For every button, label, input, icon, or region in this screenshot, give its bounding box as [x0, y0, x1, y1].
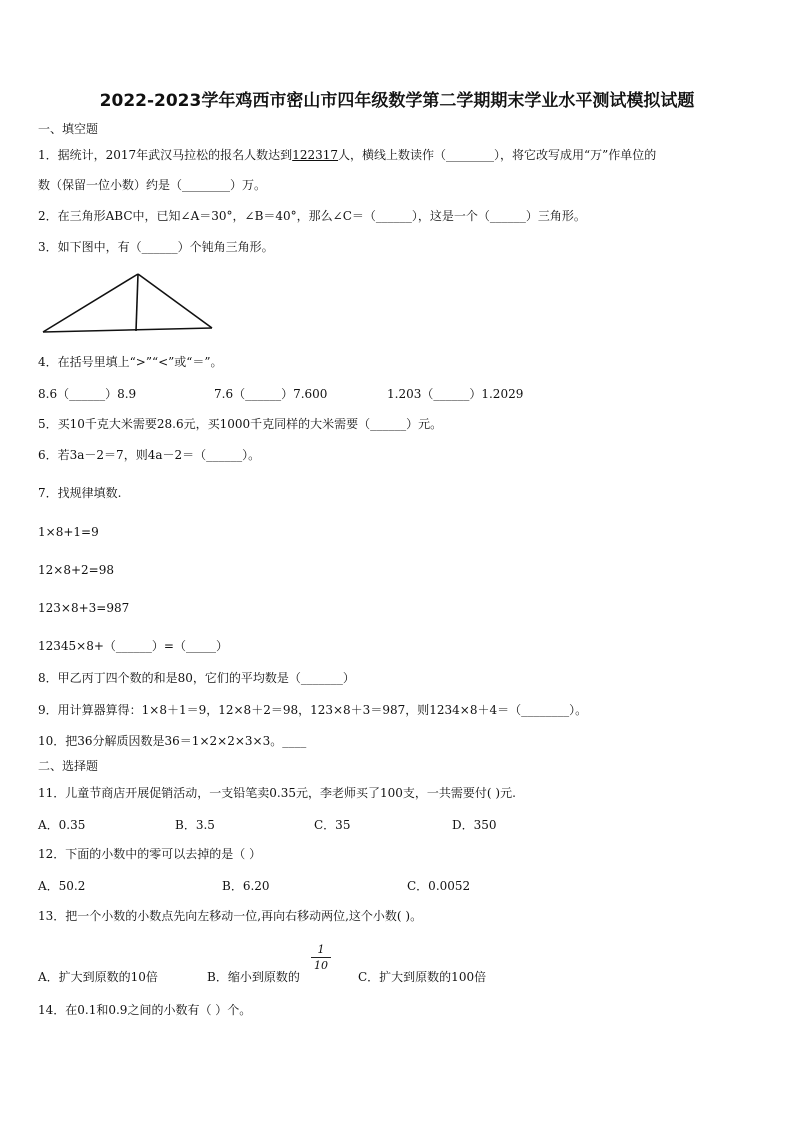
question-1-number: 122317: [292, 148, 338, 162]
fraction-numerator: 1: [317, 943, 325, 956]
question-6: 6．若3a－2＝7，则4a－2＝（______）。: [38, 448, 261, 462]
fraction-bar: [311, 957, 331, 958]
question-12: 12．下面的小数中的零可以去掉的是（ ）: [38, 847, 262, 861]
triangle-figure: [40, 270, 215, 336]
question-4-item-1: 8.6（______）8.9: [38, 387, 137, 401]
question-7-pattern-2: 12×8+2=98: [38, 563, 114, 577]
question-12-option-a: A．50.2: [38, 879, 86, 893]
question-4: 4．在括号里填上“>”“<”或“＝”。: [38, 355, 223, 369]
question-3: 3．如下图中，有（______）个钝角三角形。: [38, 240, 274, 254]
triangle-left-side: [43, 274, 138, 332]
question-13: 13．把一个小数的小数点先向左移动一位,再向右移动两位,这个小数( )。: [38, 909, 423, 923]
triangle-base: [43, 328, 212, 332]
question-1-line-1: [38, 147, 768, 163]
question-11: 11．儿童节商店开展促销活动，一支铅笔卖0.35元，李老师买了100支，一共需要付( )元.: [38, 786, 516, 800]
fraction-denominator: 10: [314, 959, 328, 972]
question-11-option-b: B．3.5: [175, 818, 215, 832]
section-heading-fill-blank: 一、填空题: [38, 122, 99, 136]
question-14: 14．在0.1和0.9之间的小数有（ ）个。: [38, 1003, 252, 1017]
question-1-line-2: 数（保留一位小数）约是（________）万。: [38, 178, 267, 192]
section-heading-multiple-choice: 二、选择题: [38, 759, 99, 773]
question-13-option-c: C．扩大到原数的100倍: [358, 970, 487, 984]
question-11-option-c: C．35: [314, 818, 351, 832]
question-12-option-c: C．0.0052: [407, 879, 471, 893]
question-1-text-b: 人，横线上数读作（________），将它改写成用“万”作单位的: [338, 148, 657, 162]
question-13-option-a: A．扩大到原数的10倍: [38, 970, 158, 984]
question-13-option-b: B．缩小到原数的: [207, 970, 300, 984]
question-10: 10．把36分解质因数是36＝1×2×2×3×3。____: [38, 734, 307, 748]
question-8: 8．甲乙丙丁四个数的和是80，它们的平均数是（_______）: [38, 671, 355, 685]
question-2: 2．在三角形ABC中，已知∠A＝30°，∠B＝40°，那么∠C＝（______），这是一个（______）三角形。: [38, 209, 586, 223]
question-12-option-b: B．6.20: [222, 879, 270, 893]
question-1-text-a: 1．据统计，2017年武汉马拉松的报名人数达到: [38, 148, 293, 162]
triangle-right-side: [138, 274, 212, 328]
question-13-fraction: [311, 943, 331, 972]
question-11-option-a: A．0.35: [38, 818, 86, 832]
triangle-height-line: [136, 274, 138, 331]
page-title: 2022-2023学年鸡西市密山市四年级数学第二学期期末学业水平测试模拟试题: [99, 91, 695, 111]
question-7-pattern-1: 1×8+1=9: [38, 525, 99, 539]
question-4-item-3: 1.203（______）1.2029: [387, 387, 524, 401]
question-11-option-d: D．350: [452, 818, 497, 832]
question-4-item-2: 7.6（______）7.600: [214, 387, 328, 401]
question-7: 7．找规律填数.: [38, 486, 122, 500]
question-9: 9．用计算器算得：1×8＋1＝9，12×8＋2＝98，123×8＋3＝987，则1234×8＋4＝（________）。: [38, 703, 588, 717]
question-7-pattern-3: 123×8+3=987: [38, 601, 130, 615]
question-5: 5．买10千克大米需要28.6元，买1000千克同样的大米需要（______）元。: [38, 417, 443, 431]
question-7-pattern-4: 12345×8+（______）=（_____）: [38, 639, 228, 653]
